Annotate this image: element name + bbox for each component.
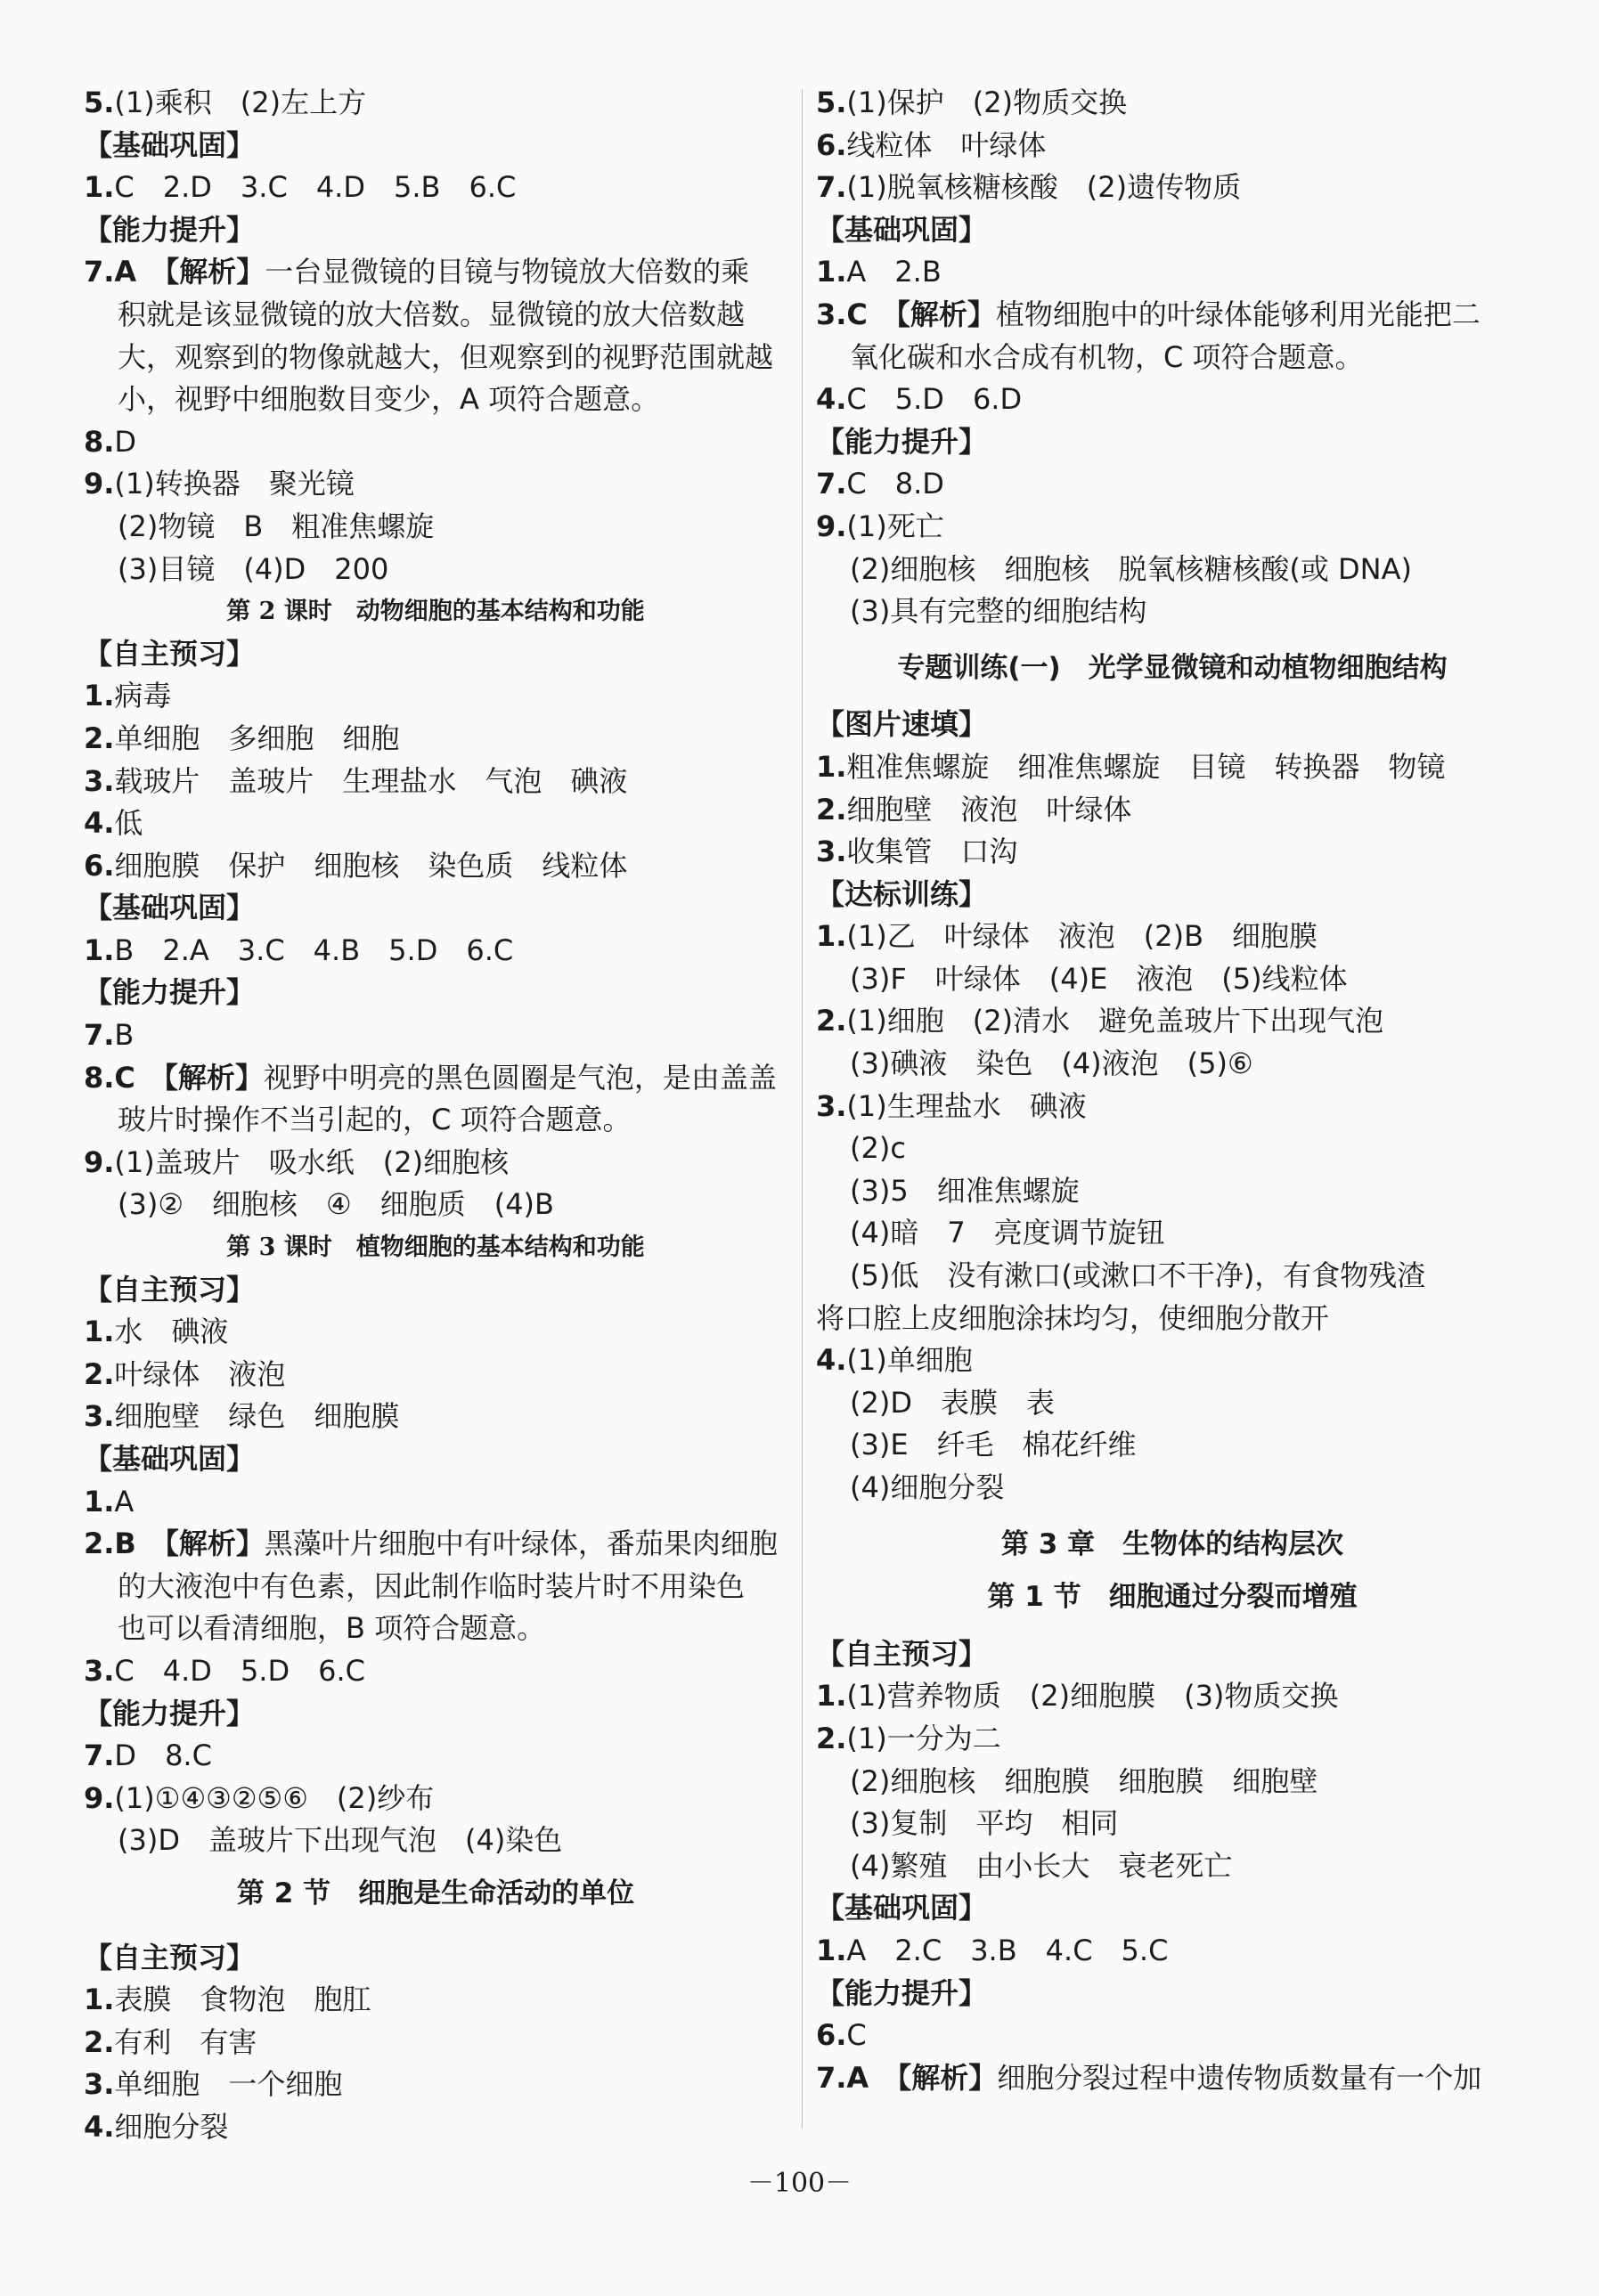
answer-continuation: 积就是该显微镜的放大倍数。显微镜的放大倍数越: [118, 297, 746, 331]
question-number: 4.: [816, 382, 847, 417]
answer-line: [84, 845, 787, 888]
question-number: 6.: [816, 2018, 847, 2053]
answer-line: [816, 294, 1529, 337]
question-number: 4.: [816, 1343, 847, 1378]
question-number: 1.: [816, 1679, 847, 1714]
answer-continuation: (3)目镜 (4)D 200: [118, 551, 389, 586]
section-title: 专题训练(一) 光学显微镜和动植物细胞结构: [897, 651, 1448, 684]
question-number: 3.: [84, 763, 115, 798]
answer-continuation: (3)复制 平均 相同: [850, 1806, 1119, 1841]
answer-continuation: 的大液泡中有色素，因此制作临时装片时不用染色: [118, 1568, 746, 1603]
question-number: 7.: [816, 2060, 847, 2095]
question-number: 9.: [84, 1780, 115, 1815]
answer-text: 线粒体 叶绿体: [846, 127, 1047, 162]
spacer: [816, 1566, 1529, 1576]
answer-continuation: (4)细胞分裂: [850, 1470, 1005, 1504]
answer-text: 叶绿体 液泡: [114, 1356, 286, 1391]
spacer: [816, 689, 1529, 704]
answer-line: [84, 1142, 787, 1185]
answer-line: [84, 930, 787, 973]
question-number: 7.: [816, 170, 847, 205]
answer-continuation: (2)物镜 B 粗准焦螺旋: [118, 509, 435, 543]
answer-line: [816, 379, 1529, 421]
answer-line: [84, 1650, 787, 1693]
spacer: [84, 1862, 787, 1873]
answer-text: A 2.C 3.B 4.C 5.C: [846, 1933, 1169, 1967]
answer-text: (1)生理盐水 碘液: [846, 1088, 1087, 1123]
analysis-tag: A 【解析】: [846, 2060, 998, 2095]
answer-line: [816, 506, 1529, 549]
spacer: [816, 1510, 1529, 1524]
answer-text: C: [846, 2018, 867, 2053]
section-heading: 【基础巩固】: [816, 212, 988, 247]
answer-line: [84, 718, 787, 761]
answer-line: [816, 1718, 1529, 1761]
section-heading: 【图片速填】: [816, 707, 988, 742]
answer-line: [84, 761, 787, 803]
section-title: 第 1 节 细胞通过分裂而增殖: [987, 1581, 1358, 1614]
answer-continuation: 小，视野中细胞数目变少，A 项符合题意。: [118, 382, 660, 417]
answer-line: [816, 251, 1529, 294]
question-number: 1.: [816, 1933, 847, 1967]
answer-text: 低: [114, 806, 143, 841]
analysis-tag: A 【解析】: [114, 255, 265, 289]
answer-continuation: (3)② 细胞核 ④ 细胞质 (4)B: [118, 1187, 554, 1222]
question-number: 4.: [84, 2109, 115, 2144]
answer-text: (1)盖玻片 吸水纸 (2)细胞核: [114, 1144, 510, 1179]
answer-line: [84, 251, 787, 294]
question-number: 7.: [816, 467, 847, 501]
answer-line: [816, 746, 1529, 789]
section-heading: 【基础巩固】: [84, 1442, 256, 1476]
section-heading: 【自主预习】: [84, 1272, 256, 1307]
answer-line: [816, 167, 1529, 209]
answer-continuation: (3)5 细准焦螺旋: [850, 1173, 1080, 1208]
answer-text: A 2.B: [846, 255, 942, 289]
answer-text: 有利 有害: [114, 2024, 257, 2059]
answer-line: [84, 1057, 787, 1100]
question-number: 1.: [816, 255, 847, 289]
question-number: 2.: [816, 1004, 847, 1038]
section-title: 第 3 章 生物体的结构层次: [1000, 1527, 1344, 1560]
lesson-title: 第 2 课时 动物细胞的基本结构和功能: [226, 598, 645, 626]
page-number: －100－: [746, 2168, 853, 2199]
question-number: 5.: [816, 85, 847, 119]
answer-line: [84, 2064, 787, 2106]
answer-text: D 8.C: [114, 1738, 212, 1773]
section-heading: 【基础巩固】: [816, 1891, 988, 1926]
answer-text: 粗准焦螺旋 细准焦螺旋 目镜 转换器 物镜: [846, 749, 1446, 784]
question-number: 2.: [816, 792, 847, 826]
answer-line: [84, 1979, 787, 2022]
section-title: 第 2 节 细胞是生命活动的单位: [236, 1877, 635, 1909]
answer-line: [816, 831, 1529, 874]
question-number: 9.: [816, 509, 847, 543]
spacer: [816, 633, 1529, 647]
answer-continuation: (3)具有完整的细胞结构: [850, 594, 1147, 629]
answer-continuation: (2)细胞核 细胞膜 细胞膜 细胞壁: [850, 1763, 1318, 1798]
answer-line: [816, 1000, 1529, 1043]
analysis-tag: B 【解析】: [114, 1527, 265, 1561]
answer-text: 视野中明亮的黑色圆圈是气泡，是由盖盖: [263, 1060, 777, 1095]
question-number: 1.: [84, 679, 115, 713]
answer-text: (1)营养物质 (2)细胞膜 (3)物质交换: [846, 1679, 1339, 1714]
section-heading: 【能力提升】: [816, 424, 988, 459]
answer-line: [84, 1311, 787, 1354]
answer-line: [84, 675, 787, 718]
answer-continuation: (3)F 叶绿体 (4)E 液泡 (5)线粒体: [850, 961, 1348, 996]
answer-line: [816, 2015, 1529, 2057]
left-column: [84, 82, 787, 2149]
answer-continuation: (3)E 纤毛 棉花纤维: [850, 1428, 1137, 1462]
question-number: 3.: [84, 1399, 115, 1434]
section-heading: 【能力提升】: [84, 212, 256, 247]
answer-text: 植物细胞中的叶绿体能够利用光能把二: [995, 297, 1481, 331]
answer-text: C 2.D 3.C 4.D 5.B 6.C: [114, 170, 517, 205]
question-number: 2.: [84, 721, 115, 755]
answer-line: [84, 1014, 787, 1057]
answer-continuation: (2)c: [850, 1131, 906, 1166]
answer-line: [84, 421, 787, 464]
answer-text: C 4.D 5.D 6.C: [114, 1653, 365, 1688]
answer-text: (1)一分为二: [846, 1721, 1001, 1755]
question-number: 4.: [84, 806, 115, 841]
answer-text: (1)转换器 聚光镜: [114, 467, 355, 501]
question-number: 1.: [84, 1484, 115, 1518]
answer-text: 细胞分裂过程中遗传物质数量有一个加: [997, 2060, 1482, 2095]
question-number: 1.: [816, 749, 847, 784]
answer-text: A: [114, 1484, 135, 1518]
question-number: 9.: [84, 1144, 115, 1179]
question-number: 2.: [84, 1356, 115, 1391]
answer-line: [84, 2106, 787, 2149]
column-divider: [802, 89, 803, 2129]
answer-line: [84, 1396, 787, 1438]
answer-line: [84, 1523, 787, 1566]
section-heading: 【基础巩固】: [84, 127, 256, 162]
section-heading: 【自主预习】: [84, 1940, 256, 1974]
answer-line: [84, 1778, 787, 1820]
answer-line: [816, 125, 1529, 167]
question-number: 7.: [84, 1018, 115, 1053]
answer-text: C 8.D: [846, 467, 944, 501]
answer-text: B: [114, 1018, 135, 1053]
answer-text: C 5.D 6.D: [846, 382, 1023, 417]
answer-line: [816, 1086, 1529, 1128]
answer-text: (1)脱氧核糖核酸 (2)遗传物质: [846, 170, 1242, 205]
answer-text: B 2.A 3.C 4.B 5.D 6.C: [114, 932, 514, 967]
answer-text: 病毒: [114, 679, 172, 713]
section-heading: 【基础巩固】: [84, 891, 256, 925]
answer-text: 细胞分裂: [114, 2109, 229, 2144]
answer-text: 细胞壁 绿色 细胞膜: [114, 1399, 400, 1434]
answer-line: [84, 802, 787, 845]
question-number: 2.: [816, 1721, 847, 1755]
spacer: [816, 1619, 1529, 1633]
answer-line: [84, 2022, 787, 2064]
answer-text: (1)乘积 (2)左上方: [114, 85, 367, 119]
answer-continuation: (5)低 没有漱口(或漱口不干净)，有食物残渣: [850, 1258, 1426, 1293]
answer-text: (1)单细胞: [846, 1343, 973, 1378]
answer-continuation: (2)D 表膜 表: [850, 1385, 1055, 1420]
answer-text: 表膜 食物泡 胞肛: [114, 1983, 371, 2017]
answer-continuation: (4)繁殖 由小长大 衰老死亡: [850, 1848, 1233, 1883]
answer-line: [816, 1675, 1529, 1718]
question-number: 1.: [816, 919, 847, 954]
answer-line: [84, 463, 787, 506]
section-heading: 【自主预习】: [84, 636, 256, 671]
question-number: 3.: [84, 1653, 115, 1688]
answer-line: [816, 82, 1529, 125]
question-number: 2.: [84, 2024, 115, 2059]
answer-continuation: (3)碘液 染色 (4)液泡 (5)⑥: [850, 1046, 1253, 1081]
answer-text: D: [114, 424, 137, 459]
question-number: 1.: [84, 932, 115, 967]
answer-continuation: 玻片时操作不当引起的，C 项符合题意。: [118, 1103, 632, 1137]
section-heading: 【能力提升】: [816, 1975, 988, 2010]
answer-continuation: 也可以看清细胞，B 项符合题意。: [118, 1611, 546, 1646]
answer-line: [816, 463, 1529, 506]
question-number: 7.: [84, 1738, 115, 1773]
answer-line: [84, 82, 787, 125]
question-number: 6.: [84, 848, 115, 883]
question-number: 1.: [84, 1983, 115, 2017]
answer-continuation: 大，观察到的物像就越大，但观察到的视野范围就越: [118, 339, 774, 374]
answer-text: 单细胞 多细胞 细胞: [114, 721, 400, 755]
answer-line: [816, 916, 1529, 958]
analysis-tag: C 【解析】: [846, 297, 996, 331]
question-number: 8.: [84, 424, 115, 459]
answer-text: (1)乙 叶绿体 液泡 (2)B 细胞膜: [846, 919, 1318, 954]
right-column: [816, 82, 1529, 2099]
section-heading: 【自主预习】: [816, 1636, 988, 1671]
question-number: 1.: [84, 170, 115, 205]
answer-text: 黑藻叶片细胞中有叶绿体，番茄果肉细胞: [264, 1527, 778, 1561]
question-number: 7.: [84, 255, 115, 289]
question-number: 3.: [84, 2067, 115, 2102]
answer-continuation: (4)暗 7 亮度调节旋钮: [850, 1216, 1165, 1250]
lesson-title: 第 3 课时 植物细胞的基本结构和功能: [226, 1233, 645, 1262]
answer-text: (1)细胞 (2)清水 避免盖玻片下出现气泡: [846, 1004, 1384, 1038]
answer-text: 单细胞 一个细胞: [114, 2067, 343, 2102]
answer-text: 水 碘液: [114, 1315, 229, 1349]
answer-line: [84, 167, 787, 209]
answer-line: [816, 1930, 1529, 1973]
answer-text: 一台显微镜的目镜与物镜放大倍数的乘: [265, 255, 750, 289]
section-heading: 【能力提升】: [84, 975, 256, 1010]
answer-continuation: (2)细胞核 细胞核 脱氧核糖核酸(或 DNA): [850, 551, 1412, 586]
spacer: [84, 1916, 787, 1937]
answer-text: 细胞膜 保护 细胞核 染色质 线粒体: [114, 848, 628, 883]
answer-line: [816, 789, 1529, 832]
answer-line: [816, 1339, 1529, 1382]
answer-text: 收集管 口沟: [846, 835, 1018, 869]
question-number: 3.: [816, 1088, 847, 1123]
section-heading: 【能力提升】: [84, 1696, 256, 1730]
section-heading: 【达标训练】: [816, 876, 988, 911]
answer-text: 细胞壁 液泡 叶绿体: [846, 792, 1132, 826]
answer-text: 载玻片 盖玻片 生理盐水 气泡 碘液: [114, 763, 628, 798]
question-number: 1.: [84, 1315, 115, 1349]
question-number: 5.: [84, 85, 115, 119]
answer-line: [84, 1481, 787, 1524]
question-number: 3.: [816, 297, 847, 331]
answer-text: (1)保护 (2)物质交换: [846, 85, 1128, 119]
question-number: 3.: [816, 835, 847, 869]
answer-continuation: 将口腔上皮细胞涂抹均匀，使细胞分散开: [816, 1300, 1330, 1335]
answer-text: (1)死亡: [846, 509, 944, 543]
answer-line: [816, 2057, 1529, 2100]
question-number: 2.: [84, 1527, 115, 1561]
question-number: 6.: [816, 127, 847, 162]
answer-continuation: (3)D 盖玻片下出现气泡 (4)染色: [118, 1823, 563, 1858]
analysis-tag: C 【解析】: [114, 1060, 264, 1095]
answer-continuation: 氧化碳和水合成有机物，C 项符合题意。: [850, 339, 1364, 374]
answer-line: [84, 1735, 787, 1778]
question-number: 8.: [84, 1060, 115, 1095]
answer-text: (1)①④③②⑤⑥ (2)纱布: [114, 1780, 435, 1815]
answer-line: [84, 1354, 787, 1396]
question-number: 9.: [84, 467, 115, 501]
